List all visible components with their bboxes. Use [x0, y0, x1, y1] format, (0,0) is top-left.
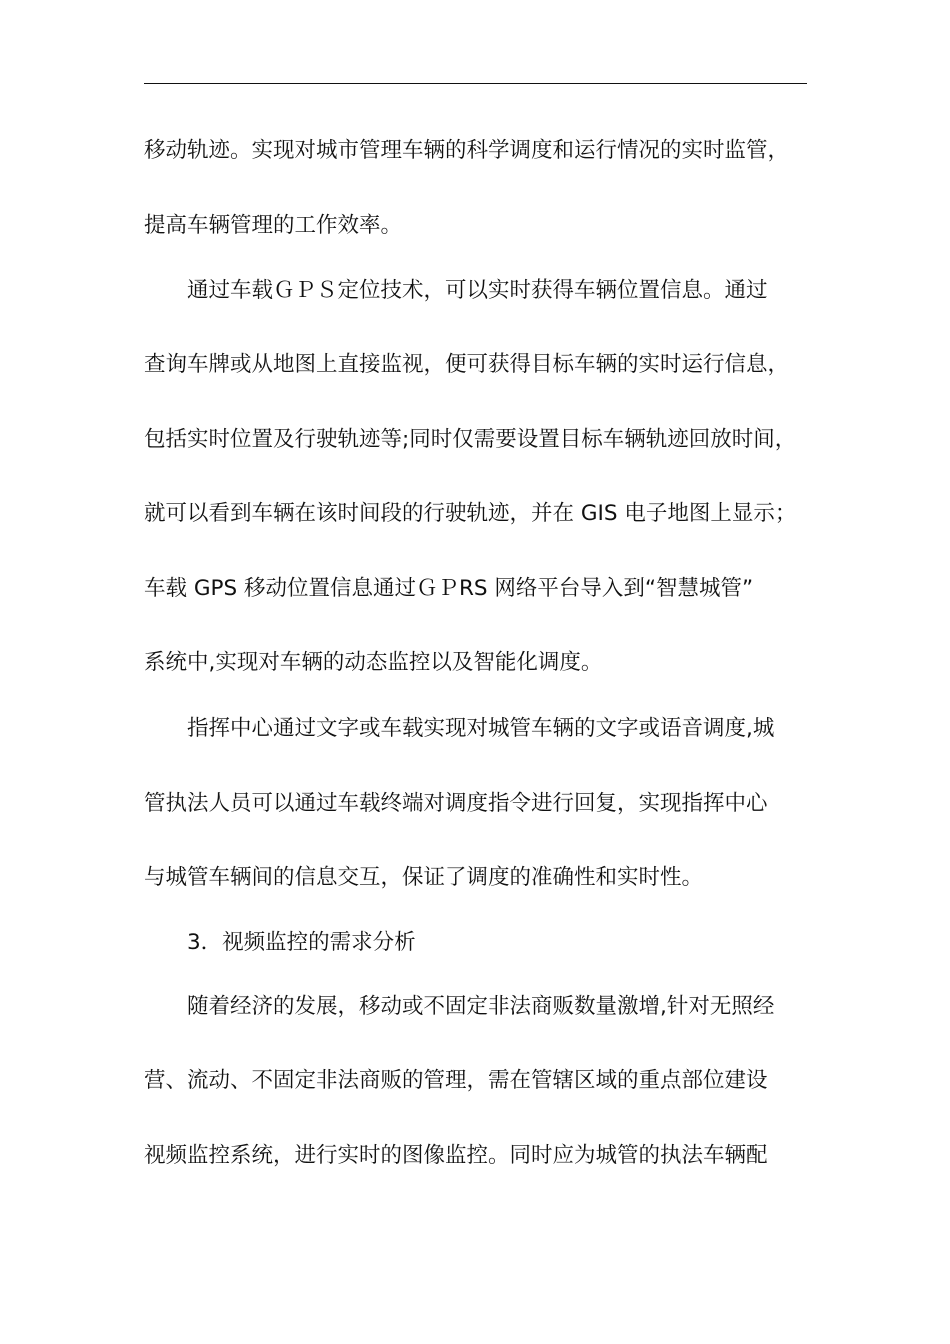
text-line: 查询车牌或从地图上直接监视，便可获得目标车辆的实时运行信息，	[144, 352, 790, 377]
text-line: 移动轨迹。实现对城市管理车辆的科学调度和运行情况的实时监管，	[144, 138, 790, 163]
paragraph-start-line: 通过车载ＧＰＳ定位技术，可以实时获得车辆位置信息。通过	[187, 278, 768, 303]
header-rule	[144, 83, 807, 84]
text-line: 系统中,实现对车辆的动态监控以及智能化调度。	[144, 650, 603, 675]
text-line: 视频监控系统，进行实时的图像监控。同时应为城管的执法车辆配	[144, 1143, 768, 1168]
text-line: 营、流动、不固定非法商贩的管理，需在管辖区域的重点部位建设	[144, 1068, 768, 1093]
text-line: 包括实时位置及行驶轨迹等;同时仅需要设置目标车辆轨迹回放时间，	[144, 427, 797, 452]
text-line: 车载 GPS 移动位置信息通过ＧＰRS 网络平台导入到“智慧城管”	[144, 576, 754, 601]
text-line: 就可以看到车辆在该时间段的行驶轨迹，并在 GIS 电子地图上显示；	[144, 501, 797, 526]
section-heading: 3．视频监控的需求分析	[187, 930, 416, 955]
paragraph-start-line: 随着经济的发展，移动或不固定非法商贩数量激增,针对无照经	[187, 994, 775, 1019]
text-line: 管执法人员可以通过车载终端对调度指令进行回复，实现指挥中心	[144, 791, 768, 816]
paragraph-start-line: 指挥中心通过文字或车载实现对城管车辆的文字或语音调度,城	[187, 716, 775, 741]
text-line: 与城管车辆间的信息交互，保证了调度的准确性和实时性。	[144, 865, 704, 890]
text-line: 提高车辆管理的工作效率。	[144, 213, 403, 238]
